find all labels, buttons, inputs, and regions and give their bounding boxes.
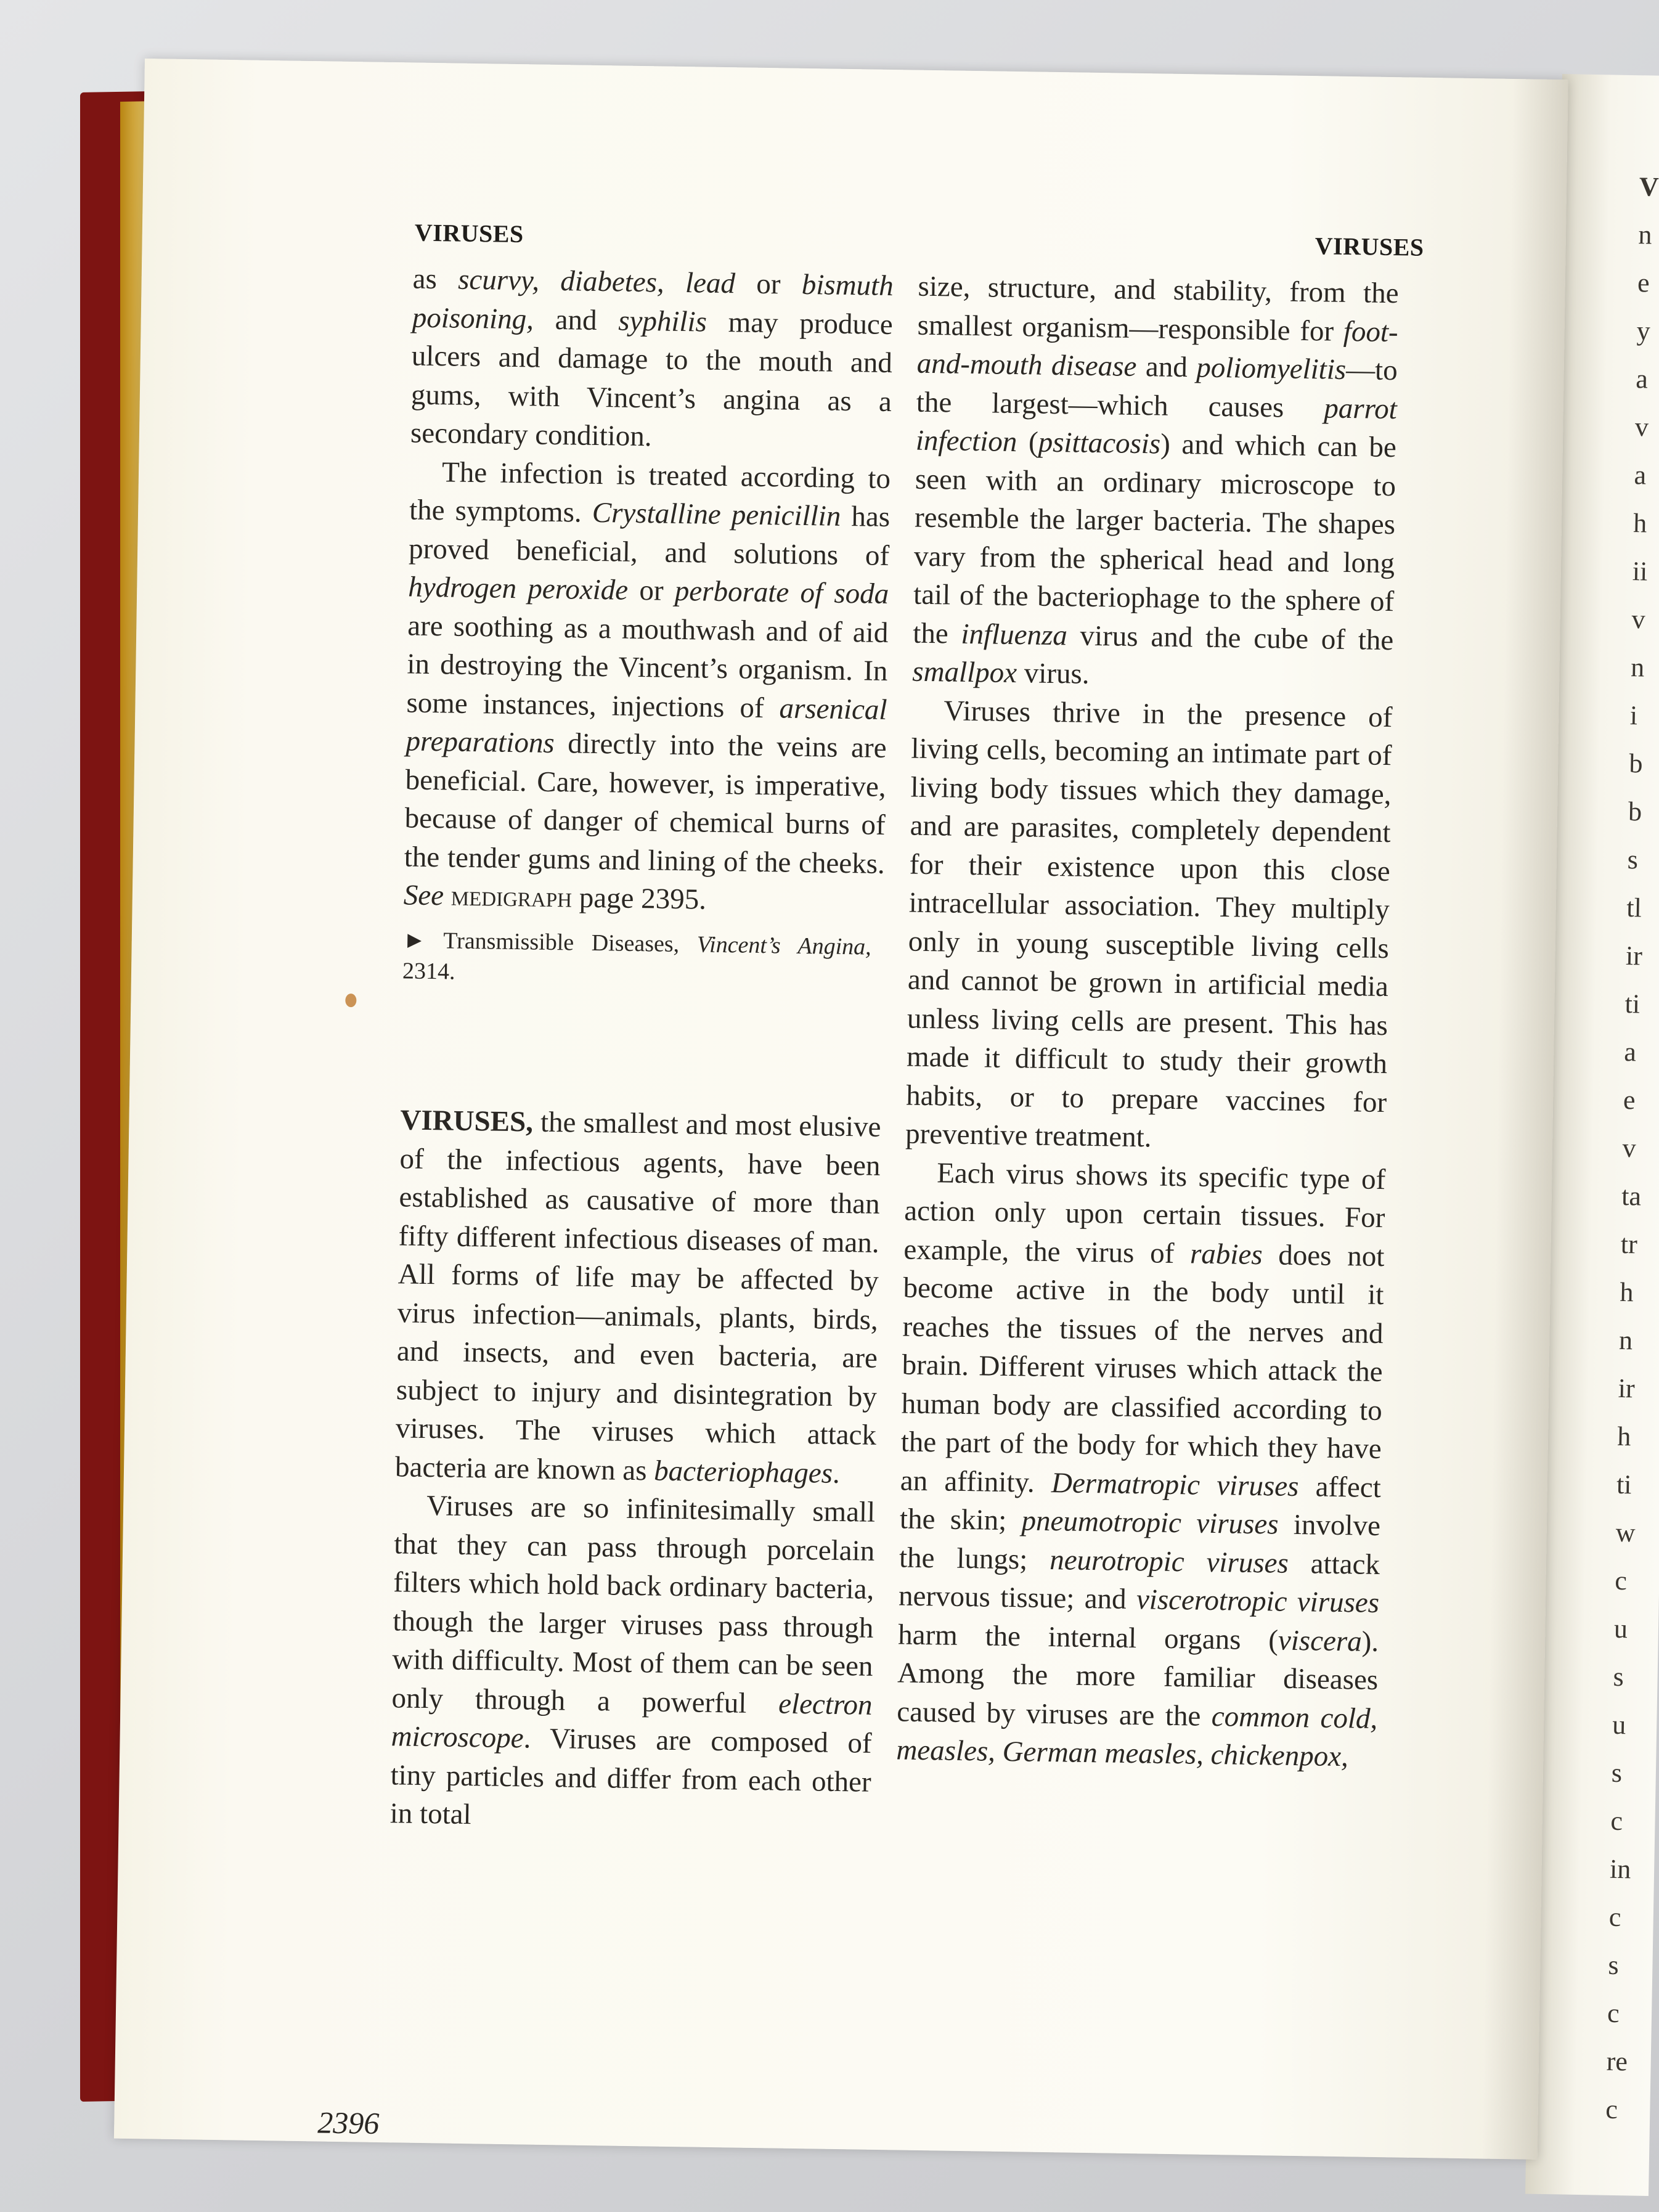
text-run: Each virus shows its specific type of action only upon certain tissues. For example, the virus of xyxy=(903,1156,1386,1270)
text-run: attack nervous tissue; and xyxy=(898,1547,1380,1616)
italic-run: poliomyelitis xyxy=(1196,351,1347,386)
next-page-fragment: re xyxy=(1606,2046,1628,2077)
running-head-left: VIRUSES xyxy=(414,218,524,248)
text-run: as xyxy=(412,263,459,296)
next-page-fragment: b xyxy=(1629,748,1643,779)
text-run: involve the lungs; xyxy=(899,1508,1381,1576)
italic-run: pneumotropic viruses xyxy=(1021,1504,1279,1541)
italic-run: influenza xyxy=(961,618,1068,651)
text-run: or xyxy=(735,267,802,301)
italic-run: viscera xyxy=(1278,1624,1363,1658)
text-run: and xyxy=(1136,350,1197,384)
next-page-fragment: e xyxy=(1623,1084,1636,1116)
pointer-arrow-icon: ► xyxy=(402,926,426,953)
text-run: virus. xyxy=(1016,657,1090,690)
text-run: The infection is treated according to the symptoms. xyxy=(409,455,891,529)
text-run: directly into the veins are beneficial. Care, however, is imperative, because of danger of chemical burns of the tender gums and lining of the cheeks. xyxy=(404,727,887,880)
entry-title: VIRUSES, xyxy=(400,1104,534,1138)
text-run: the smallest and most elusive of the infectious agents, have been established as causative of more than fifty different infectious diseases of man. All forms of life may be affected by virus infection—animals, plants, birds, and insects, and even bacteria, are subject to injury and disintegration by viruses. The viruses which attack bacteria are known as xyxy=(394,1106,881,1487)
italic-run: Vincent’s Angina, xyxy=(696,931,872,960)
italic-run: neurotropic viruses xyxy=(1049,1543,1289,1580)
next-page-fragment: v xyxy=(1631,604,1646,635)
paper-stain xyxy=(345,994,356,1007)
italic-run: hydrogen peroxide xyxy=(407,571,629,606)
next-page-fragment: s xyxy=(1611,1757,1623,1789)
text-run: Viruses are so infinitesimally small that they can pass through porcelain filters which hold back ordinary bacteria, though the larger viruses pass through with difficulty. Most of them can be seen only through a powerful xyxy=(391,1490,876,1720)
next-page-fragment: c xyxy=(1608,1901,1621,1933)
text-run: ). Among the more familiar diseases caused by viruses are the xyxy=(896,1625,1379,1732)
italic-run: viscerotropic viruses xyxy=(1136,1583,1380,1619)
paragraph xyxy=(896,1153,1386,1776)
next-page-fragment: a xyxy=(1635,364,1649,394)
next-page-fragment: V xyxy=(1639,171,1659,202)
text-run: affect the skin; xyxy=(899,1470,1382,1537)
text-run: ( xyxy=(1017,426,1039,459)
text-run: . Viruses are composed of tiny particles and differ from each other in total xyxy=(389,1722,872,1831)
text-run: . xyxy=(832,1457,841,1490)
page-number: 2396 xyxy=(317,2105,380,2141)
next-page-fragment: b xyxy=(1628,796,1642,827)
italic-run: bismuth poisoning, xyxy=(412,268,894,335)
next-page-fragment: ir xyxy=(1618,1373,1636,1404)
text-run: may produce ulcers and damage to the mouth and gums, with Vincent’s angina as a secondary condition. xyxy=(410,306,894,453)
next-page-fragment: w xyxy=(1615,1517,1636,1548)
italic-run: bacteriophages xyxy=(653,1455,833,1490)
paragraph xyxy=(905,691,1393,1160)
paragraph xyxy=(912,267,1399,698)
italic-run: Crystalline penicillin xyxy=(592,496,841,533)
text-run: size, structure, and stability, from the smallest organism—responsible for xyxy=(917,270,1399,348)
next-page-fragment: in xyxy=(1609,1853,1631,1885)
next-page-fragment: a xyxy=(1634,460,1647,491)
text-run: page 2395. xyxy=(571,881,707,916)
italic-run: parrot infection xyxy=(915,391,1398,459)
next-page-fragment: tl xyxy=(1626,892,1642,923)
text-run: ) and which can be seen with an ordinary microscope to resemble the larger bacteria. The shapes vary from the spherical head and long tail of the bacteriophage to the sphere of the xyxy=(912,428,1397,650)
entry-paragraph xyxy=(395,1101,881,1493)
text-run: does not become active in the body until it reaches the tissues of the nerves and brain. Different viruses which attack the human body are classified according to the part of the body for which they have an affinity. xyxy=(900,1238,1385,1499)
next-page-fragment: c xyxy=(1610,1805,1623,1837)
text-run: Viruses thrive in the presence of living cells, becoming an intimate part of living body tissues which they damage, and are parasites, completely dependent for their existence upon this close intracellular association. They multiply only in young susceptible living cells and cannot be grown in artificial media unless living cells are present. This has made it difficult to study their growth habits, or to prepare vaccines for preventive treatment. xyxy=(905,694,1393,1154)
next-page-fragment: c xyxy=(1605,2094,1618,2125)
next-page-fragment: u xyxy=(1612,1709,1626,1741)
italic-run: See xyxy=(403,879,444,912)
running-head-right: VIRUSES xyxy=(1315,232,1424,261)
italic-run: psittacosis xyxy=(1038,426,1161,460)
next-page-fragment: v xyxy=(1622,1132,1637,1164)
small-caps-run: medigraph xyxy=(450,879,573,914)
left-column-entry xyxy=(389,1101,881,1840)
italic-run: smallpox xyxy=(911,655,1017,690)
text-run: are soothing as a mouthwash and of aid in destroying the Vincent’s organism. In some instances, injections of xyxy=(406,609,889,724)
next-page-fragment: ti xyxy=(1616,1469,1632,1500)
next-page-fragment: a xyxy=(1623,1036,1637,1067)
next-page-fragment: ta xyxy=(1621,1180,1642,1212)
paragraph xyxy=(403,452,891,921)
italic-run: arsenical preparations xyxy=(406,692,887,759)
paragraph xyxy=(389,1486,875,1840)
left-column xyxy=(402,259,894,993)
italic-run: rabies xyxy=(1189,1237,1263,1271)
book-page xyxy=(114,59,1568,2160)
next-page-fragment: c xyxy=(1614,1565,1628,1596)
next-page-fragment: h xyxy=(1633,508,1647,539)
paragraph xyxy=(410,259,894,459)
next-page-fragment: y xyxy=(1636,316,1651,346)
next-page-fragment: c xyxy=(1607,1998,1620,2029)
italic-run: scurvy, diabetes, lead xyxy=(457,263,736,300)
next-page-fragment: s xyxy=(1627,844,1639,875)
text-run: virus and the cube of the xyxy=(1067,619,1394,656)
next-page-fragment: v xyxy=(1634,412,1649,443)
next-page-fragment: n xyxy=(1638,219,1652,250)
text-run: has proved beneficial, and solutions of xyxy=(408,500,891,572)
next-page-fragment: s xyxy=(1613,1661,1624,1692)
text-run: Transmissible Diseases, xyxy=(426,927,698,957)
text-run: or xyxy=(627,574,675,607)
next-page-fragment: n xyxy=(1618,1324,1633,1356)
next-page-fragment: tr xyxy=(1620,1228,1638,1260)
next-page-fragment: ti xyxy=(1624,989,1641,1019)
next-page-fragment: h xyxy=(1620,1276,1634,1308)
text-run: 2314. xyxy=(402,957,455,985)
text-run: and xyxy=(533,303,619,337)
next-page-fragment: i xyxy=(1629,700,1638,731)
right-column xyxy=(896,267,1399,1777)
next-page-fragment: h xyxy=(1617,1421,1631,1452)
next-page-fragment: e xyxy=(1637,267,1650,298)
next-page-fragment: s xyxy=(1608,1949,1620,1981)
italic-run: common cold, measles, German measles, chickenpox, xyxy=(896,1700,1378,1773)
italic-run: syphilis xyxy=(618,304,707,338)
cross-reference xyxy=(402,924,884,994)
italic-run: Dermatropic viruses xyxy=(1051,1466,1299,1503)
text-run: harm the internal organs ( xyxy=(897,1618,1279,1657)
next-page-fragment: n xyxy=(1630,652,1645,683)
next-page-fragment: ir xyxy=(1625,941,1643,971)
next-page-fragment: u xyxy=(1613,1613,1628,1644)
italic-run: electron microscope xyxy=(391,1688,873,1755)
italic-run: perborate of soda xyxy=(674,574,889,611)
italic-run: foot-and-mouth disease xyxy=(916,315,1399,383)
text-run: —to the largest—which causes xyxy=(916,353,1398,424)
next-page-fragment: ii xyxy=(1632,556,1648,587)
